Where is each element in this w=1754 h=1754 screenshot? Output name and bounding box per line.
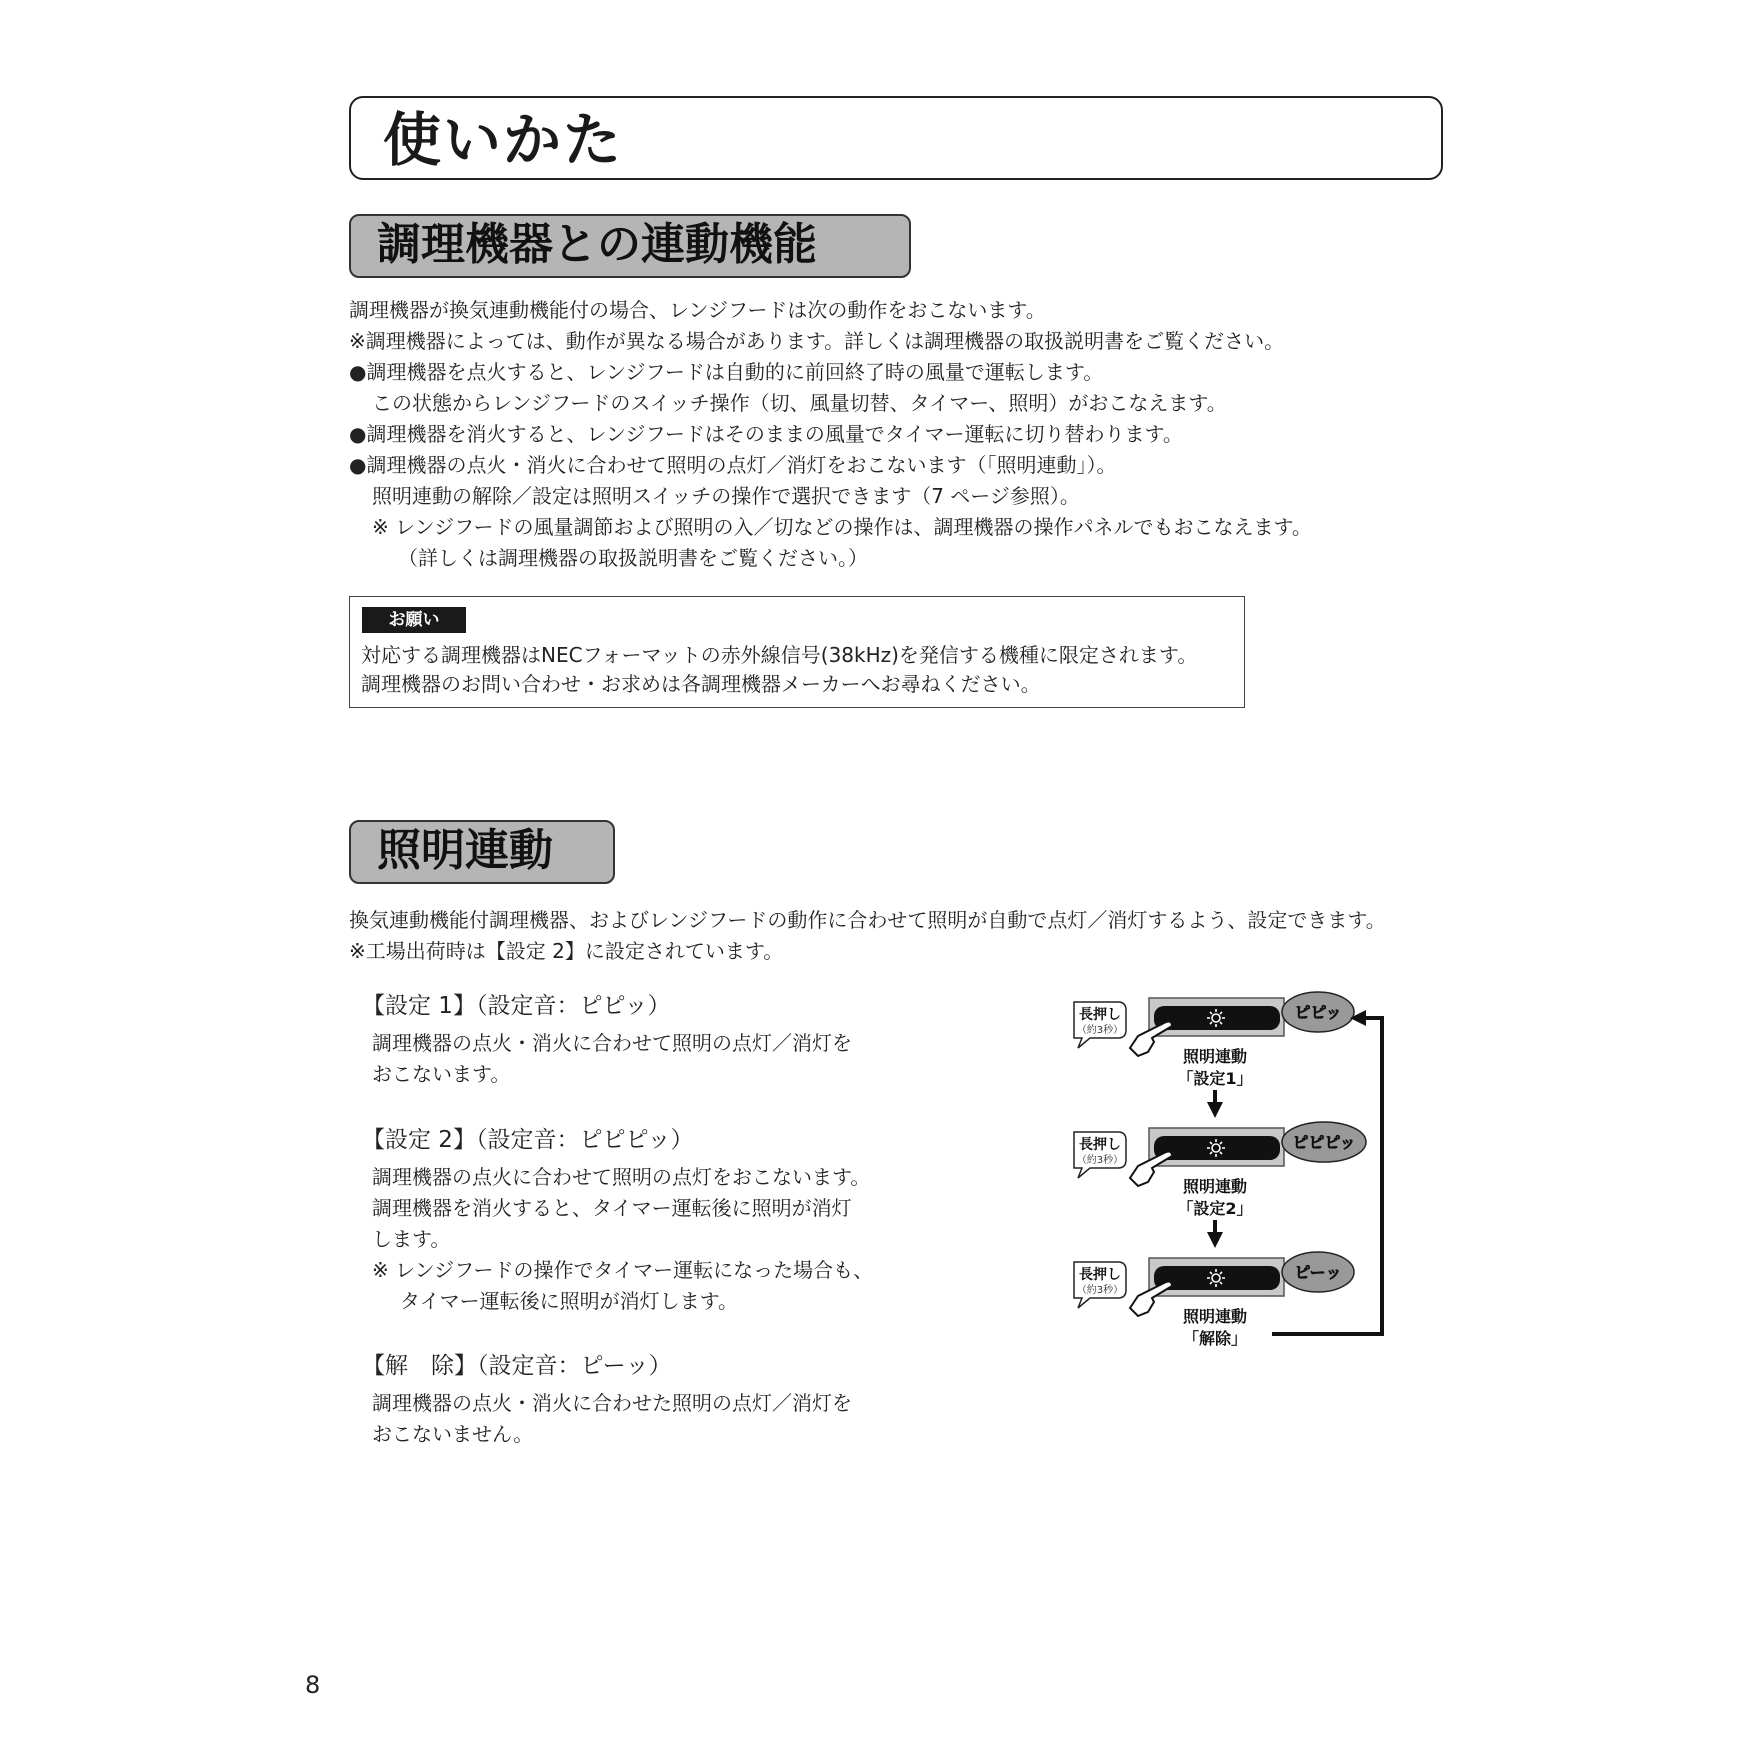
press-duration: （約3秒）: [1076, 1155, 1124, 1166]
mode-label: 「設定2」: [1177, 1199, 1253, 1218]
paragraph-line: 調理機器が換気連動機能付の場合、レンジフードは次の動作をおこないます。: [349, 298, 1046, 322]
press-label: 長押し: [1079, 1267, 1121, 1283]
bullet-line: ●調理機器を点火すると、レンジフードは自動的に前回終了時の風量で運転します。: [349, 360, 1104, 384]
section-heading-light-link: 照明連動: [349, 820, 615, 884]
note-continuation: （詳しくは調理機器の取扱説明書をご覧ください。）: [398, 546, 868, 570]
setting2-title: 【設定 2】（設定音：ピピピッ）: [362, 1127, 694, 1153]
setting2-line: 調理機器を消火すると、タイマー運転後に照明が消灯: [372, 1196, 852, 1220]
setting1-line: 調理機器の点火・消火に合わせて照明の点灯／消灯を: [372, 1031, 852, 1055]
press-duration: （約3秒）: [1076, 1025, 1124, 1036]
section-heading-cooker-link: 調理機器との連動機能: [349, 214, 911, 278]
bullet-continuation: この状態からレンジフードのスイッチ操作（切、風量切替、タイマー、照明）がおこなえます。: [372, 391, 1227, 415]
bullet-line: ●調理機器の点火・消火に合わせて照明の点灯／消灯をおこないます（「照明連動」）。: [349, 453, 1117, 477]
notice-line: 対応する調理機器はNECフォーマットの赤外線信号(38kHz)を発信する機種に限定されます。: [361, 643, 1198, 667]
note-line: ※ レンジフードの風量調節および照明の入／切などの操作は、調理機器の操作パネルでもおこなえます。: [372, 515, 1312, 539]
paragraph-line: 換気連動機能付調理機器、およびレンジフードの動作に合わせて照明が自動で点灯／消灯するよう、設定できます。: [349, 908, 1386, 932]
setting2-line: 調理機器の点火に合わせて照明の点灯をおこないます。: [372, 1165, 871, 1189]
page-number: 8: [305, 1671, 321, 1699]
diagram-step-2: [1074, 1122, 1366, 1218]
press-label: 長押し: [1079, 1007, 1121, 1023]
press-duration: （約3秒）: [1076, 1285, 1124, 1296]
sound-label: ピピピッ: [1292, 1133, 1356, 1152]
setting1-title: 【設定 1】（設定音：ピピッ）: [362, 993, 671, 1019]
press-label: 長押し: [1079, 1137, 1121, 1153]
setting2-note-continuation: タイマー運転後に照明が消灯します。: [400, 1289, 738, 1313]
setting2-note: ※ レンジフードの操作でタイマー運転になった場合も、: [372, 1258, 874, 1282]
notice-tag: お願い: [362, 607, 466, 633]
note-line: ※調理機器によっては、動作が異なる場合があります。詳しくは調理機器の取扱説明書をご覧ください。: [349, 329, 1285, 353]
release-line: おこないません。: [372, 1422, 534, 1446]
mode-name: 照明連動: [1182, 1307, 1248, 1326]
mode-name: 照明連動: [1182, 1177, 1248, 1196]
notice-line: 調理機器のお問い合わせ・お求めは各調理機器メーカーへお尋ねください。: [361, 672, 1041, 696]
mode-label: 「解除」: [1182, 1329, 1248, 1348]
release-line: 調理機器の点火・消火に合わせた照明の点灯／消灯を: [372, 1391, 852, 1415]
mode-label: 「設定1」: [1177, 1069, 1253, 1088]
page-title-box: [349, 96, 1443, 180]
bullet-line: ●調理機器を消火すると、レンジフードはそのままの風量でタイマー運転に切り替わります。: [349, 422, 1183, 446]
bullet-continuation: 照明連動の解除／設定は照明スイッチの操作で選択できます（7 ページ参照）。: [372, 484, 1080, 508]
diagram-step-1: [1074, 992, 1354, 1088]
sound-label: ピーッ: [1294, 1263, 1342, 1282]
release-title: 【解 除】（設定音：ピーッ）: [362, 1353, 672, 1379]
setting2-line: します。: [372, 1227, 451, 1251]
setting1-line: おこないます。: [372, 1062, 511, 1086]
notice-box: [349, 596, 1245, 708]
page-title: 使いかた: [383, 106, 624, 174]
light-link-cycle-diagram: [1068, 990, 1408, 1360]
mode-name: 照明連動: [1182, 1047, 1248, 1066]
note-line: ※工場出荷時は【設定 2】に設定されています。: [349, 939, 784, 963]
sound-label: ピピッ: [1294, 1003, 1342, 1022]
